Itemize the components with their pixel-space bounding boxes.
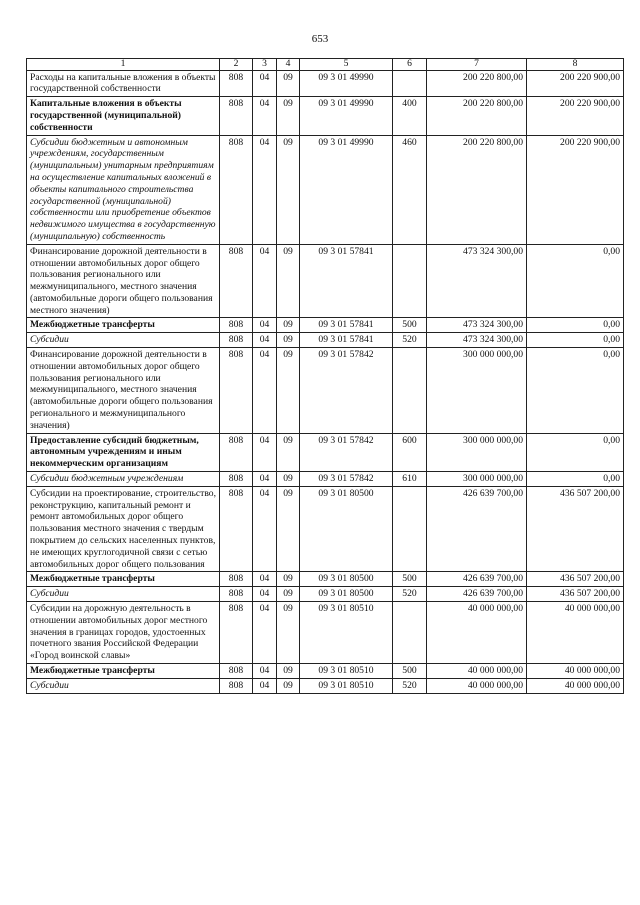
ministry-code-cell: 808 [220, 348, 253, 434]
section-code-cell: 04 [253, 244, 277, 318]
target-article-cell: 09 3 01 49990 [300, 97, 393, 135]
table-row [27, 678, 624, 693]
expense-type-cell: 520 [393, 333, 427, 348]
expense-name-cell: Межбюджетные трансферты [27, 664, 220, 679]
expense-type-cell [393, 602, 427, 664]
target-article-cell: 09 3 01 57841 [300, 318, 393, 333]
section-code-cell: 04 [253, 135, 277, 244]
ministry-code-cell: 808 [220, 433, 253, 471]
expense-name-cell: Субсидии [27, 333, 220, 348]
amount-year1-cell: 200 220 800,00 [427, 97, 527, 135]
expense-type-cell [393, 348, 427, 434]
subsection-code-cell: 09 [277, 333, 300, 348]
table-row [27, 348, 624, 434]
expense-name-cell: Межбюджетные трансферты [27, 318, 220, 333]
target-article-cell: 09 3 01 57842 [300, 433, 393, 471]
subsection-code-cell: 09 [277, 664, 300, 679]
target-article-cell: 09 3 01 80500 [300, 572, 393, 587]
table-row [27, 486, 624, 572]
expense-type-cell: 500 [393, 318, 427, 333]
amount-year2-cell: 40 000 000,00 [527, 664, 624, 679]
section-code-cell: 04 [253, 602, 277, 664]
subsection-code-cell: 09 [277, 587, 300, 602]
target-article-cell: 09 3 01 49990 [300, 70, 393, 97]
section-code-cell: 04 [253, 348, 277, 434]
expense-name-cell: Расходы на капитальные вложения в объекты государственной собственности [27, 70, 220, 97]
ministry-code-cell: 808 [220, 244, 253, 318]
amount-year1-cell: 40 000 000,00 [427, 602, 527, 664]
section-code-cell: 04 [253, 664, 277, 679]
section-code-cell: 04 [253, 486, 277, 572]
expense-name-cell: Субсидии на проектирование, строительство, реконструкцию, капитальный ремонт и ремонт автомобильных дорог общего пользования местного значения с твердым покрытием до сельских населенных пунктов, не имеющих круглогодичной связи с сетью автомобильных дорог общего пользования [27, 486, 220, 572]
table-row [27, 433, 624, 471]
expense-name-cell: Субсидии [27, 587, 220, 602]
table-row [27, 472, 624, 487]
expense-name-cell: Субсидии бюджетным и автономным учреждениям, государственным (муниципальным) унитарным предприятиям на осуществление капитальных вложений в объекты капитального строительства государственной (муниципальной) собственности или приобретение объектов недвижимого имущества в государственную (муниципальную) собственность [27, 135, 220, 244]
column-header: 6 [393, 59, 427, 71]
table-row [27, 602, 624, 664]
subsection-code-cell: 09 [277, 678, 300, 693]
column-numbers-row [27, 59, 624, 71]
subsection-code-cell: 09 [277, 97, 300, 135]
expense-type-cell: 520 [393, 587, 427, 602]
table-row [27, 318, 624, 333]
target-article-cell: 09 3 01 80500 [300, 587, 393, 602]
ministry-code-cell: 808 [220, 678, 253, 693]
table-row [27, 97, 624, 135]
target-article-cell: 09 3 01 80510 [300, 602, 393, 664]
amount-year1-cell: 200 220 800,00 [427, 135, 527, 244]
section-code-cell: 04 [253, 97, 277, 135]
subsection-code-cell: 09 [277, 318, 300, 333]
amount-year2-cell: 40 000 000,00 [527, 678, 624, 693]
ministry-code-cell: 808 [220, 135, 253, 244]
section-code-cell: 04 [253, 318, 277, 333]
page-number: 653 [311, 33, 329, 45]
amount-year2-cell: 0,00 [527, 472, 624, 487]
amount-year2-cell: 200 220 900,00 [527, 97, 624, 135]
column-header: 2 [220, 59, 253, 71]
amount-year2-cell: 200 220 900,00 [527, 135, 624, 244]
amount-year2-cell: 200 220 900,00 [527, 70, 624, 97]
expense-name-cell: Предоставление субсидий бюджетным, автономным учреждениям и иным некоммерческим организациям [27, 433, 220, 471]
table-row [27, 244, 624, 318]
ministry-code-cell: 808 [220, 602, 253, 664]
subsection-code-cell: 09 [277, 602, 300, 664]
expense-type-cell: 500 [393, 664, 427, 679]
section-code-cell: 04 [253, 333, 277, 348]
target-article-cell: 09 3 01 80500 [300, 486, 393, 572]
amount-year1-cell: 426 639 700,00 [427, 587, 527, 602]
amount-year2-cell: 436 507 200,00 [527, 572, 624, 587]
section-code-cell: 04 [253, 587, 277, 602]
amount-year1-cell: 473 324 300,00 [427, 333, 527, 348]
section-code-cell: 04 [253, 678, 277, 693]
subsection-code-cell: 09 [277, 472, 300, 487]
subsection-code-cell: 09 [277, 70, 300, 97]
amount-year1-cell: 40 000 000,00 [427, 678, 527, 693]
ministry-code-cell: 808 [220, 587, 253, 602]
ministry-code-cell: 808 [220, 472, 253, 487]
amount-year2-cell: 40 000 000,00 [527, 602, 624, 664]
amount-year2-cell: 436 507 200,00 [527, 587, 624, 602]
subsection-code-cell: 09 [277, 572, 300, 587]
ministry-code-cell: 808 [220, 486, 253, 572]
section-code-cell: 04 [253, 472, 277, 487]
column-header: 7 [427, 59, 527, 71]
table-row [27, 587, 624, 602]
column-header: 4 [277, 59, 300, 71]
expense-type-cell [393, 486, 427, 572]
expense-type-cell: 520 [393, 678, 427, 693]
ministry-code-cell: 808 [220, 97, 253, 135]
expense-name-cell: Субсидии [27, 678, 220, 693]
expense-name-cell: Капитальные вложения в объекты государственной (муниципальной) собственности [27, 97, 220, 135]
column-header: 8 [527, 59, 624, 71]
expense-type-cell [393, 244, 427, 318]
amount-year1-cell: 426 639 700,00 [427, 572, 527, 587]
subsection-code-cell: 09 [277, 244, 300, 318]
ministry-code-cell: 808 [220, 333, 253, 348]
ministry-code-cell: 808 [220, 318, 253, 333]
subsection-code-cell: 09 [277, 348, 300, 434]
ministry-code-cell: 808 [220, 664, 253, 679]
expense-name-cell: Межбюджетные трансферты [27, 572, 220, 587]
expense-name-cell: Финансирование дорожной деятельности в отношении автомобильных дорог общего пользования регионального или межмуниципального, местного значения (автомобильные дороги общего пользования местного значения) [27, 244, 220, 318]
ministry-code-cell: 808 [220, 70, 253, 97]
target-article-cell: 09 3 01 80510 [300, 678, 393, 693]
expense-type-cell: 600 [393, 433, 427, 471]
expense-type-cell: 460 [393, 135, 427, 244]
amount-year2-cell: 436 507 200,00 [527, 486, 624, 572]
amount-year1-cell: 473 324 300,00 [427, 318, 527, 333]
amount-year1-cell: 473 324 300,00 [427, 244, 527, 318]
expense-name-cell: Субсидии бюджетным учреждениям [27, 472, 220, 487]
section-code-cell: 04 [253, 572, 277, 587]
column-header: 5 [300, 59, 393, 71]
column-header: 3 [253, 59, 277, 71]
expense-type-cell: 610 [393, 472, 427, 487]
table-row [27, 70, 624, 97]
target-article-cell: 09 3 01 49990 [300, 135, 393, 244]
section-code-cell: 04 [253, 70, 277, 97]
amount-year1-cell: 300 000 000,00 [427, 433, 527, 471]
table-body [27, 70, 624, 693]
column-header: 1 [27, 59, 220, 71]
table-row [27, 333, 624, 348]
amount-year1-cell: 426 639 700,00 [427, 486, 527, 572]
expense-name-cell: Финансирование дорожной деятельности в отношении автомобильных дорог общего пользования регионального или межмуниципального, местного значения (автомобильные дороги общего пользования регионального и межмуниципального значения) [27, 348, 220, 434]
target-article-cell: 09 3 01 57842 [300, 348, 393, 434]
target-article-cell: 09 3 01 57841 [300, 244, 393, 318]
amount-year1-cell: 300 000 000,00 [427, 348, 527, 434]
amount-year1-cell: 40 000 000,00 [427, 664, 527, 679]
ministry-code-cell: 808 [220, 572, 253, 587]
expense-type-cell: 500 [393, 572, 427, 587]
table-header [27, 59, 624, 71]
target-article-cell: 09 3 01 80510 [300, 664, 393, 679]
amount-year2-cell: 0,00 [527, 433, 624, 471]
amount-year1-cell: 300 000 000,00 [427, 472, 527, 487]
amount-year2-cell: 0,00 [527, 333, 624, 348]
amount-year2-cell: 0,00 [527, 244, 624, 318]
section-code-cell: 04 [253, 433, 277, 471]
table-row [27, 135, 624, 244]
amount-year1-cell: 200 220 800,00 [427, 70, 527, 97]
expense-name-cell: Субсидии на дорожную деятельность в отношении автомобильных дорог местного значения в границах городов, удостоенных почетного звания Российской Федерации «Город воинской славы» [27, 602, 220, 664]
table-row [27, 664, 624, 679]
subsection-code-cell: 09 [277, 433, 300, 471]
target-article-cell: 09 3 01 57842 [300, 472, 393, 487]
amount-year2-cell: 0,00 [527, 348, 624, 434]
target-article-cell: 09 3 01 57841 [300, 333, 393, 348]
expense-type-cell [393, 70, 427, 97]
subsection-code-cell: 09 [277, 135, 300, 244]
subsection-code-cell: 09 [277, 486, 300, 572]
expense-type-cell: 400 [393, 97, 427, 135]
budget-table [26, 58, 624, 694]
table-row [27, 572, 624, 587]
amount-year2-cell: 0,00 [527, 318, 624, 333]
